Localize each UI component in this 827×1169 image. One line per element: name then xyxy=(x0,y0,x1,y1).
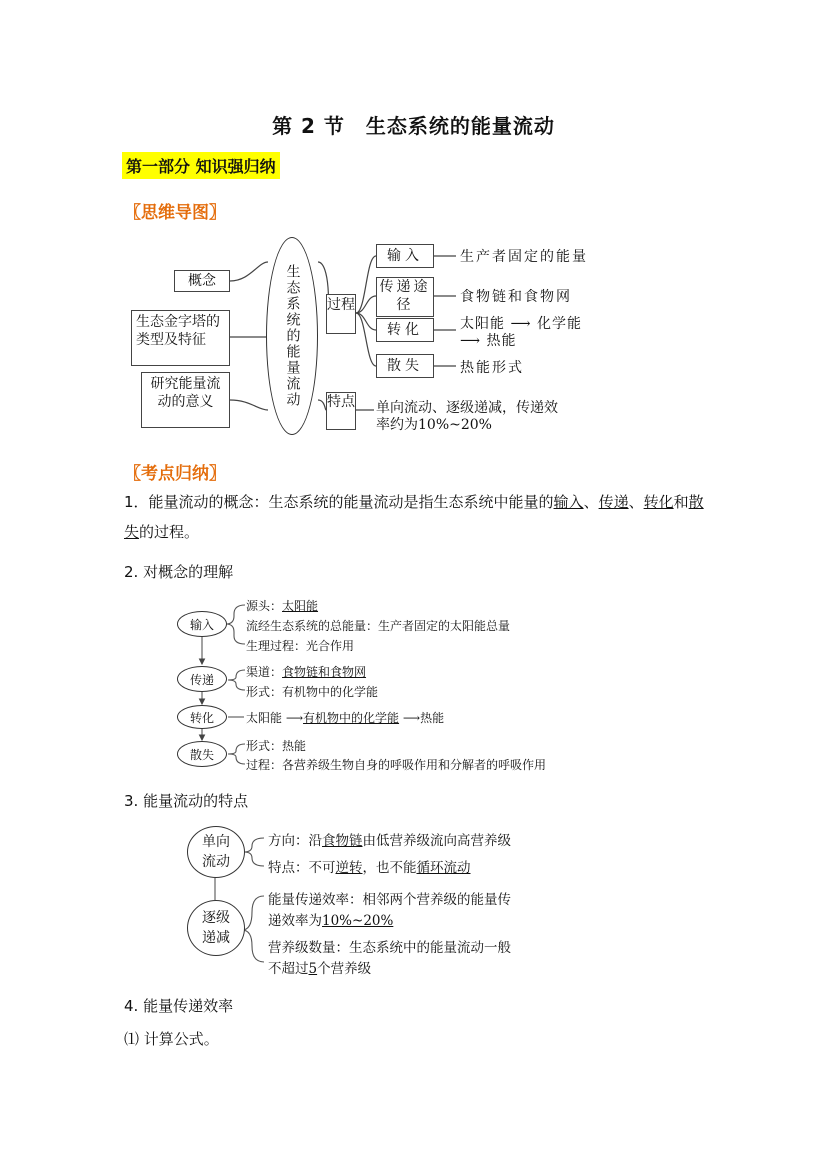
node-loss: 散失 xyxy=(177,741,227,767)
irreversible-term: 逆转 xyxy=(335,860,363,876)
transform-box: 转化 xyxy=(376,318,434,342)
pyramid-box: 生态金字塔的类型及特征 xyxy=(131,310,230,366)
chemical-energy-text: 化学能 xyxy=(536,316,582,332)
efficiency-line2 xyxy=(268,909,393,929)
feature-box: 特点 xyxy=(326,392,356,430)
separator: 、 xyxy=(628,493,644,511)
mind-map-heading: 〖思维导图〗 xyxy=(124,203,226,223)
feature-label: 特点：不可 xyxy=(268,860,336,876)
loss-box: 散失 xyxy=(376,354,434,378)
levels-prefix: 不超过 xyxy=(268,961,309,977)
formula-heading: ⑴ 计算公式。 xyxy=(124,1030,219,1048)
node-input: 输入 xyxy=(177,611,227,637)
input-box: 输入 xyxy=(376,244,434,268)
direction-suffix: 由低营养级流向高营养级 xyxy=(362,833,511,849)
efficiency-heading: 4. 能量传递效率 xyxy=(124,997,234,1015)
transform-c: 热能 xyxy=(420,711,445,725)
transform-b: 有机物中的化学能 xyxy=(303,711,400,725)
node-one-way: 单向流动 xyxy=(187,826,245,878)
process-box: 过程 xyxy=(326,294,356,334)
concept-suffix: 的过程。 xyxy=(139,523,200,541)
direction-label: 方向：沿 xyxy=(268,833,322,849)
arrow-icon: ⟶ xyxy=(285,711,304,725)
food-chain-term: 食物链 xyxy=(322,833,363,849)
arrow-icon: ⟶ xyxy=(510,316,532,332)
input-desc: 生产者固定的能量 xyxy=(460,249,588,265)
transfer-path-box: 传递途径 xyxy=(376,277,434,317)
term-transform: 转化 xyxy=(643,493,674,511)
feature-mid: ，也不能 xyxy=(362,860,417,876)
levels-line2 xyxy=(268,957,371,977)
node-transform: 转化 xyxy=(177,705,227,729)
section-label: 第一部分 知识强归纳 xyxy=(122,152,280,179)
feature-line2: 率约为10%~20% xyxy=(376,417,492,433)
feature-line1: 单向流动、逐级递减，传递效 xyxy=(376,400,558,416)
heat-energy-text: 热能 xyxy=(486,333,517,349)
transfer-form: 形式：有机物中的化学能 xyxy=(246,685,379,699)
source-label: 源头： xyxy=(246,599,283,613)
significance-box: 研究能量流动的意义 xyxy=(141,372,230,428)
key-points-heading: 〖考点归纳〗 xyxy=(124,464,226,484)
term-transfer: 传递 xyxy=(598,493,629,511)
concept-box: 概念 xyxy=(174,270,230,292)
cycle-term: 循环流动 xyxy=(416,860,471,876)
transfer-path-desc: 食物链和食物网 xyxy=(460,289,572,305)
levels-value: 5 xyxy=(308,961,318,977)
understanding-heading: 2. 对概念的理解 xyxy=(124,563,234,581)
solar-energy-text: 太阳能 xyxy=(460,316,505,332)
input-total: 流经生态系统的总能量：生产者固定的太阳能总量 xyxy=(246,619,511,633)
levels-suffix: 个营养级 xyxy=(317,961,372,977)
conjunction: 和 xyxy=(673,493,689,511)
feature-line xyxy=(268,856,471,876)
separator: 、 xyxy=(583,493,599,511)
loss-process: 过程：各营养级生物自身的呼吸作用和分解者的呼吸作用 xyxy=(246,758,547,772)
features-heading: 3. 能量流动的特点 xyxy=(124,792,249,810)
term-loss: 散失 xyxy=(124,493,704,541)
efficiency-line1: 能量传递效率：相邻两个营养级的能量传 xyxy=(268,892,511,908)
loss-form: 形式：热能 xyxy=(246,739,307,753)
node-decreasing: 逐级递减 xyxy=(187,900,245,956)
levels-line1: 营养级数量：生态系统中的能量流动一般 xyxy=(268,940,511,956)
page-title: 第 2 节 生态系统的能量流动 xyxy=(272,114,555,138)
efficiency-prefix: 递效率为 xyxy=(268,913,322,929)
arrow-icon: ⟶ xyxy=(460,333,482,349)
concept-text: 1．能量流动的概念：生态系统的能量流动是指生态系统中能量的 xyxy=(124,493,554,511)
node-transfer: 传递 xyxy=(177,666,227,692)
direction-line xyxy=(268,829,511,849)
arrow-icon: ⟶ xyxy=(402,711,421,725)
term-input: 输入 xyxy=(553,493,584,511)
efficiency-value: 10%~20% xyxy=(322,913,394,929)
channel-label: 渠道： xyxy=(246,665,283,679)
input-process: 生理过程：光合作用 xyxy=(246,639,355,653)
loss-desc: 热能形式 xyxy=(460,360,524,376)
source-value: 太阳能 xyxy=(282,599,319,613)
transform-a: 太阳能 xyxy=(246,711,283,725)
channel-value: 食物链和食物网 xyxy=(282,665,367,679)
center-node: 生态系统的能量流动 xyxy=(266,237,318,435)
